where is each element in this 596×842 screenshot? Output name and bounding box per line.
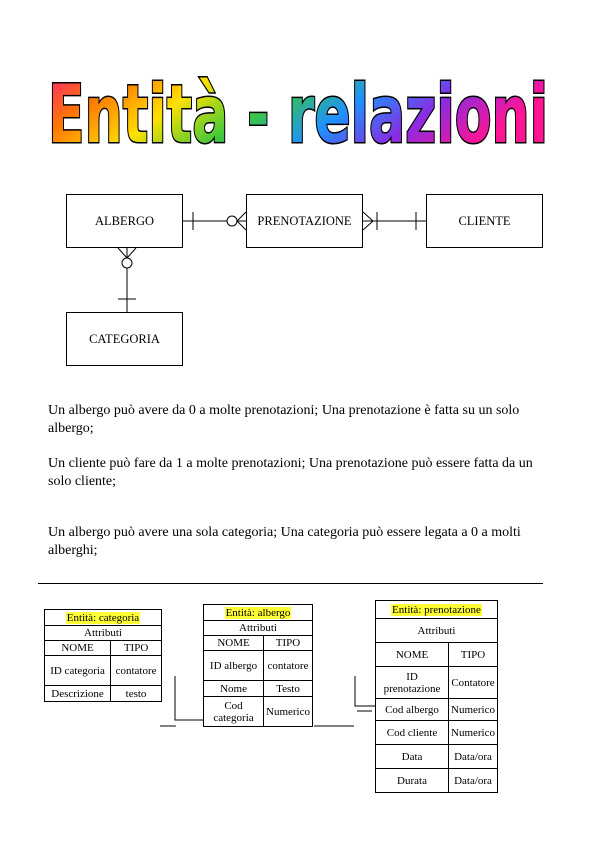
table-subtitle: Attributi: [45, 626, 162, 641]
cell-tipo: testo: [111, 686, 162, 702]
cell-nome: ID prenotazione: [376, 667, 449, 699]
table-title-cell: [376, 601, 498, 619]
col-header-tipo: TIPO: [111, 641, 162, 656]
cell-nome: Nome: [204, 681, 264, 697]
entity-label: CLIENTE: [458, 213, 511, 228]
table-row: [204, 697, 313, 727]
description-1: Un albergo può avere da 0 a molte prenotazioni; Una prenotazione è fatta su un solo albergo;: [48, 403, 520, 436]
col-header-tipo: TIPO: [264, 636, 313, 651]
col-header-nome: NOME: [204, 636, 264, 651]
table-row: [376, 769, 498, 793]
description-2: Un cliente può fare da 1 a molte prenotazioni; Una prenotazione può essere fatta da un solo cliente;: [48, 456, 533, 489]
cell-nome: Cod categoria: [204, 697, 264, 727]
cell-tipo: Numerico: [449, 721, 498, 745]
table-title: Entità: albergo: [225, 606, 291, 619]
cell-tipo: Data/ora: [449, 769, 498, 793]
table-prenotazione: [375, 600, 498, 793]
page-title: Entità - relazioni: [48, 68, 548, 161]
entity-label: ALBERGO: [94, 213, 155, 228]
table-title-cell: [45, 610, 162, 626]
table-title: Entità: categoria: [66, 611, 140, 624]
table-row: [376, 699, 498, 721]
cell-nome: ID albergo: [204, 651, 264, 681]
table-title-cell: [204, 605, 313, 621]
description-3: Un albergo può avere una sola categoria; Una categoria può essere legata a 0 a molti alberghi;: [48, 525, 521, 558]
table-row: [376, 721, 498, 745]
table-row: [204, 651, 313, 681]
col-header-tipo: TIPO: [449, 643, 498, 667]
table-row: [45, 656, 162, 686]
link-categoria-albergo: [175, 676, 205, 720]
cell-tipo: contatore: [111, 656, 162, 686]
link-prenotazione-bracket: [355, 676, 375, 706]
table-row: [376, 745, 498, 769]
cell-tipo: Numerico: [264, 697, 313, 727]
table-categoria: [44, 609, 162, 702]
entity-label: PRENOTAZIONE: [257, 213, 352, 228]
col-header-nome: NOME: [45, 641, 111, 656]
cell-nome: Data: [376, 745, 449, 769]
cell-nome: Cod cliente: [376, 721, 449, 745]
cell-tipo: contatore: [264, 651, 313, 681]
table-albergo: [203, 604, 313, 727]
table-row: [45, 686, 162, 702]
cell-nome: Descrizione: [45, 686, 111, 702]
cell-tipo: Testo: [264, 681, 313, 697]
table-subtitle: Attributi: [204, 621, 313, 636]
table-title: Entità: prenotazione: [392, 603, 481, 616]
cell-tipo: Contatore: [449, 667, 498, 699]
cell-nome: Durata: [376, 769, 449, 793]
col-header-nome: NOME: [376, 643, 449, 667]
entity-label: CATEGORIA: [89, 331, 160, 346]
cell-tipo: Numerico: [449, 699, 498, 721]
table-subtitle: Attributi: [376, 619, 498, 643]
cell-tipo: Data/ora: [449, 745, 498, 769]
cell-nome: ID categoria: [45, 656, 111, 686]
table-row: [204, 681, 313, 697]
cell-nome: Cod albergo: [376, 699, 449, 721]
table-row: [376, 667, 498, 699]
